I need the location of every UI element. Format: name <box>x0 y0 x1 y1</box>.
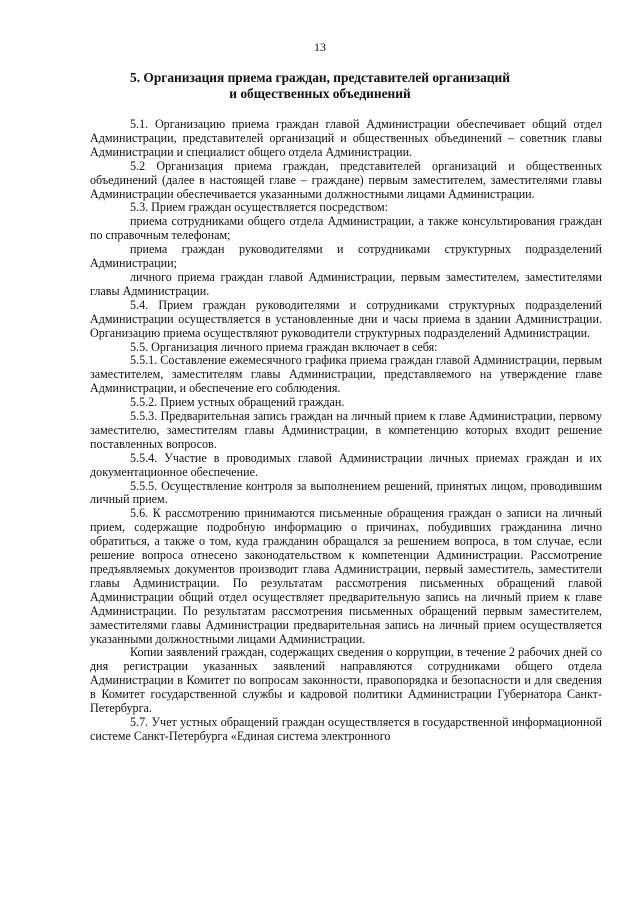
paragraph-5-2: 5.2 Организация приема граждан, представителей организаций и общественных объединений (далее в настоящей главе – граждане) первым заместителем, заместителями главы Администрации обеспечивается указанными должностными лицами Администрации. <box>90 158 602 201</box>
paragraph-5-5-5: 5.5.5. Осуществление контроля за выполнением решений, принятых лицом, проводившим личный прием. <box>90 478 602 507</box>
section-title-line-1: 5. Организация приема граждан, представителей организаций <box>130 70 510 85</box>
paragraph-5-6: 5.6. К рассмотрению принимаются письменные обращения граждан о записи на личный прием, содержащие подробную информацию о причинах, побудивших гражданина лично обратиться, а также о том, куда гражданин обращался за решением вопроса, в том случае, если решение вопроса отнесено законодательством к компетенции Администрации. Рассмотрение предъявляемых документов производит глава Администрации, первый заместитель, заместители главы Администрации. По результатам рассмотрения письменных обращений главой Администрации общий отдел осуществляет предварительную запись на личный прием к главе Администрации. По результатам рассмотрения письменных обращений первым заместителем, заместителями главы Администрации предварительная запись на личный прием осуществляется указанными должностными лицами Администрации. <box>90 506 602 646</box>
paragraph-5-1: 5.1. Организацию приема граждан главой Администрации обеспечивает общий отдел Администрации, представителей организаций и общественных объединений – советник главы Администрации и специалист общего отдела Администрации. <box>90 117 602 159</box>
paragraph-5-3-item-2: приема граждан руководителями и сотрудниками структурных подразделений Администрации; <box>90 242 602 271</box>
paragraph-5-5-2: 5.5.2. Прием устных обращений граждан. <box>130 395 345 410</box>
paragraph-5-5-1: 5.5.1. Составление ежемесячного графика приема граждан главой Администрации, первым заместителем, заместителям главы Администрации, представляемого на утверждение главе Администрации, и обеспечение его соблюдения. <box>90 353 602 396</box>
paragraph-5-3-item-3: личного приема граждан главой Администрации, первым заместителем, заместителями главы Администрации. <box>90 269 602 298</box>
paragraph-5-6-corruption-copies: Копии заявлений граждан, содержащих сведения о коррупции, в течение 2 рабочих дней со дня регистрации указанных заявлений направляются сотрудниками общего отдела Администрации в Комитет по вопросам законности, правопорядка и безопасности и для сведения в Комитет государственной службы и кадровой политики Администрации Губернатора Санкт-Петербурга. <box>90 645 602 716</box>
paragraph-5-4: 5.4. Прием граждан руководителями и сотрудниками структурных подразделений Администрации осуществляется в установленные дни и часы приема в здании Администрации. Организацию приема осуществляют руководители структурных подразделений Администрации. <box>90 297 602 340</box>
document-body <box>90 118 602 744</box>
paragraph-5-7: 5.7. Учет устных обращений граждан осуществляется в государственной информационной системе Санкт-Петербурга «Единая система электронного <box>90 714 602 743</box>
paragraph-5-5-4: 5.5.4. Участие в проводимых главой Администрации личных приемах граждан и их документационное обеспечение. <box>90 450 602 479</box>
paragraph-5-5: 5.5. Организация личного приема граждан включает в себя: <box>130 339 438 354</box>
page-number: 13 <box>314 40 326 54</box>
paragraph-5-5-3: 5.5.3. Предварительная запись граждан на личный прием к главе Администрации, первому заместителю, заместителям главы Администрации, в компетенцию которых входит решение поставленных вопросов. <box>90 409 602 451</box>
paragraph-5-3: 5.3. Прием граждан осуществляется посредством: <box>130 200 389 215</box>
section-title <box>90 70 550 102</box>
paragraph-5-3-item-1: приема сотрудниками общего отдела Администрации, а также консультирования граждан по справочным телефонам; <box>90 214 602 243</box>
section-title-line-2: и общественных объединений <box>229 86 411 101</box>
